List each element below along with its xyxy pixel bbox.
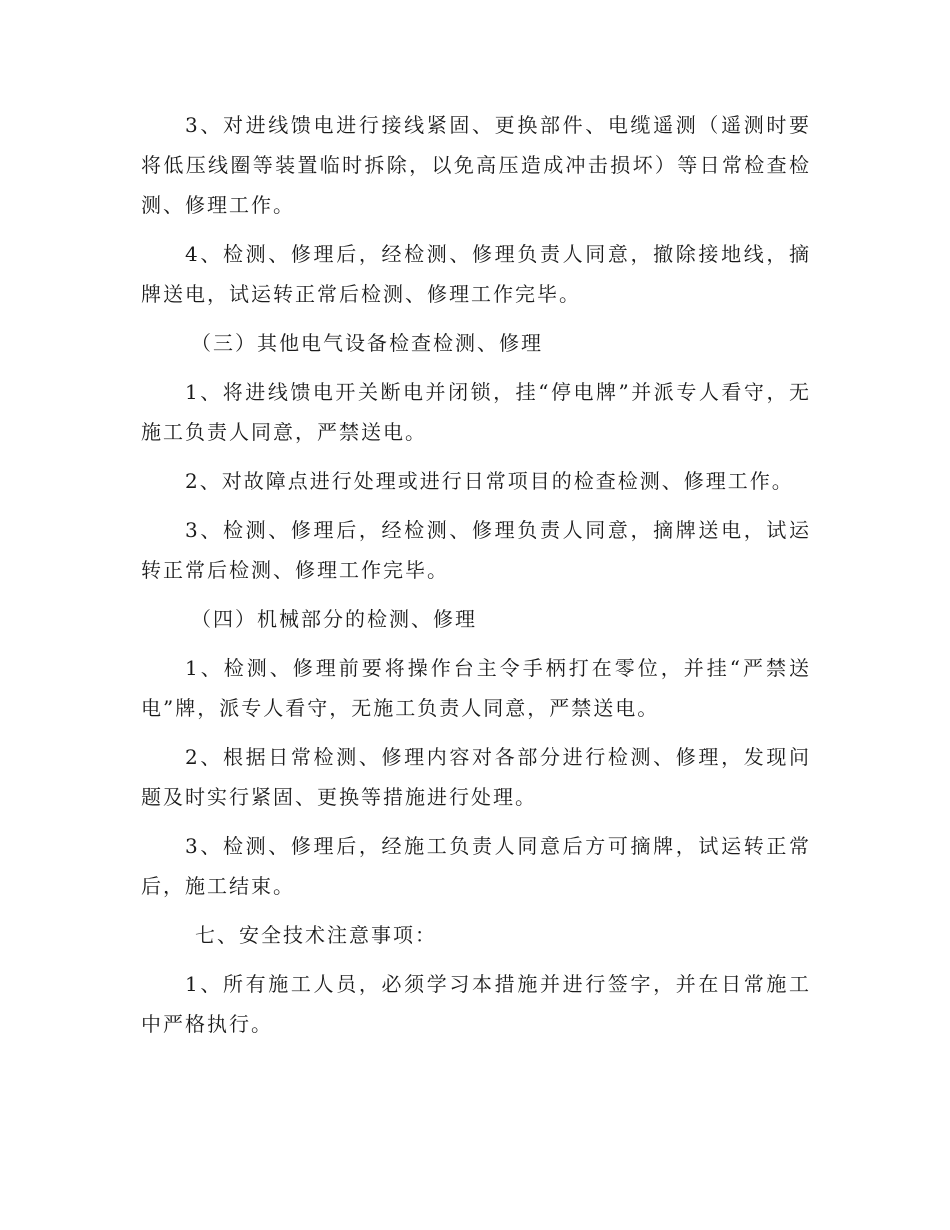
paragraph-item-3-electrical-completion: 3、检测、修理后，经检测、修理负责人同意，摘牌送电，试运转正常后检测、修理工作完毕。 (141, 518, 811, 582)
paragraph-item-3-mechanical-completion: 3、检测、修理后，经施工负责人同意后方可摘牌，试运转正常后，施工结束。 (141, 834, 811, 898)
paragraph-item-1-personnel-training: 1、所有施工人员，必须学习本措施并进行签字，并在日常施工中严格执行。 (141, 972, 811, 1036)
paragraph-item-2-fault-handling: 2、对故障点进行处理或进行日常项目的检查检测、修理工作。 (185, 469, 794, 493)
section-heading-safety-notes: 七、安全技术注意事项： (195, 923, 437, 947)
paragraph-item-4-feeder-completion: 4、检测、修理后，经检测、修理负责人同意，撤除接地线，摘牌送电，试运转正常后检测、修理工作完毕。 (141, 242, 811, 306)
paragraph-item-1-power-lockout: 1、将进线馈电开关断电并闭锁，挂“停电牌”并派专人看守，无施工负责人同意，严禁送电。 (141, 380, 811, 444)
paragraph-item-3-feeder-maintenance: 3、对进线馈电进行接线紧固、更换部件、电缆遥测（遥测时要将低压线圈等装置临时拆除，以免高压造成冲击损坏）等日常检查检测、修理工作。 (141, 113, 811, 217)
paragraph-item-1-zero-position: 1、检测、修理前要将操作台主令手柄打在零位，并挂“严禁送电”牌，派专人看守，无施工负责人同意，严禁送电。 (141, 656, 811, 720)
subheading-other-electrical-equipment: （三）其他电气设备检查检测、修理 (191, 331, 543, 355)
subheading-mechanical-parts: （四）机械部分的检测、修理 (191, 607, 477, 631)
document-body (141, 105, 811, 1053)
paragraph-item-2-inspection-repair: 2、根据日常检测、修理内容对各部分进行检测、修理，发现问题及时实行紧固、更换等措施进行处理。 (141, 745, 811, 809)
